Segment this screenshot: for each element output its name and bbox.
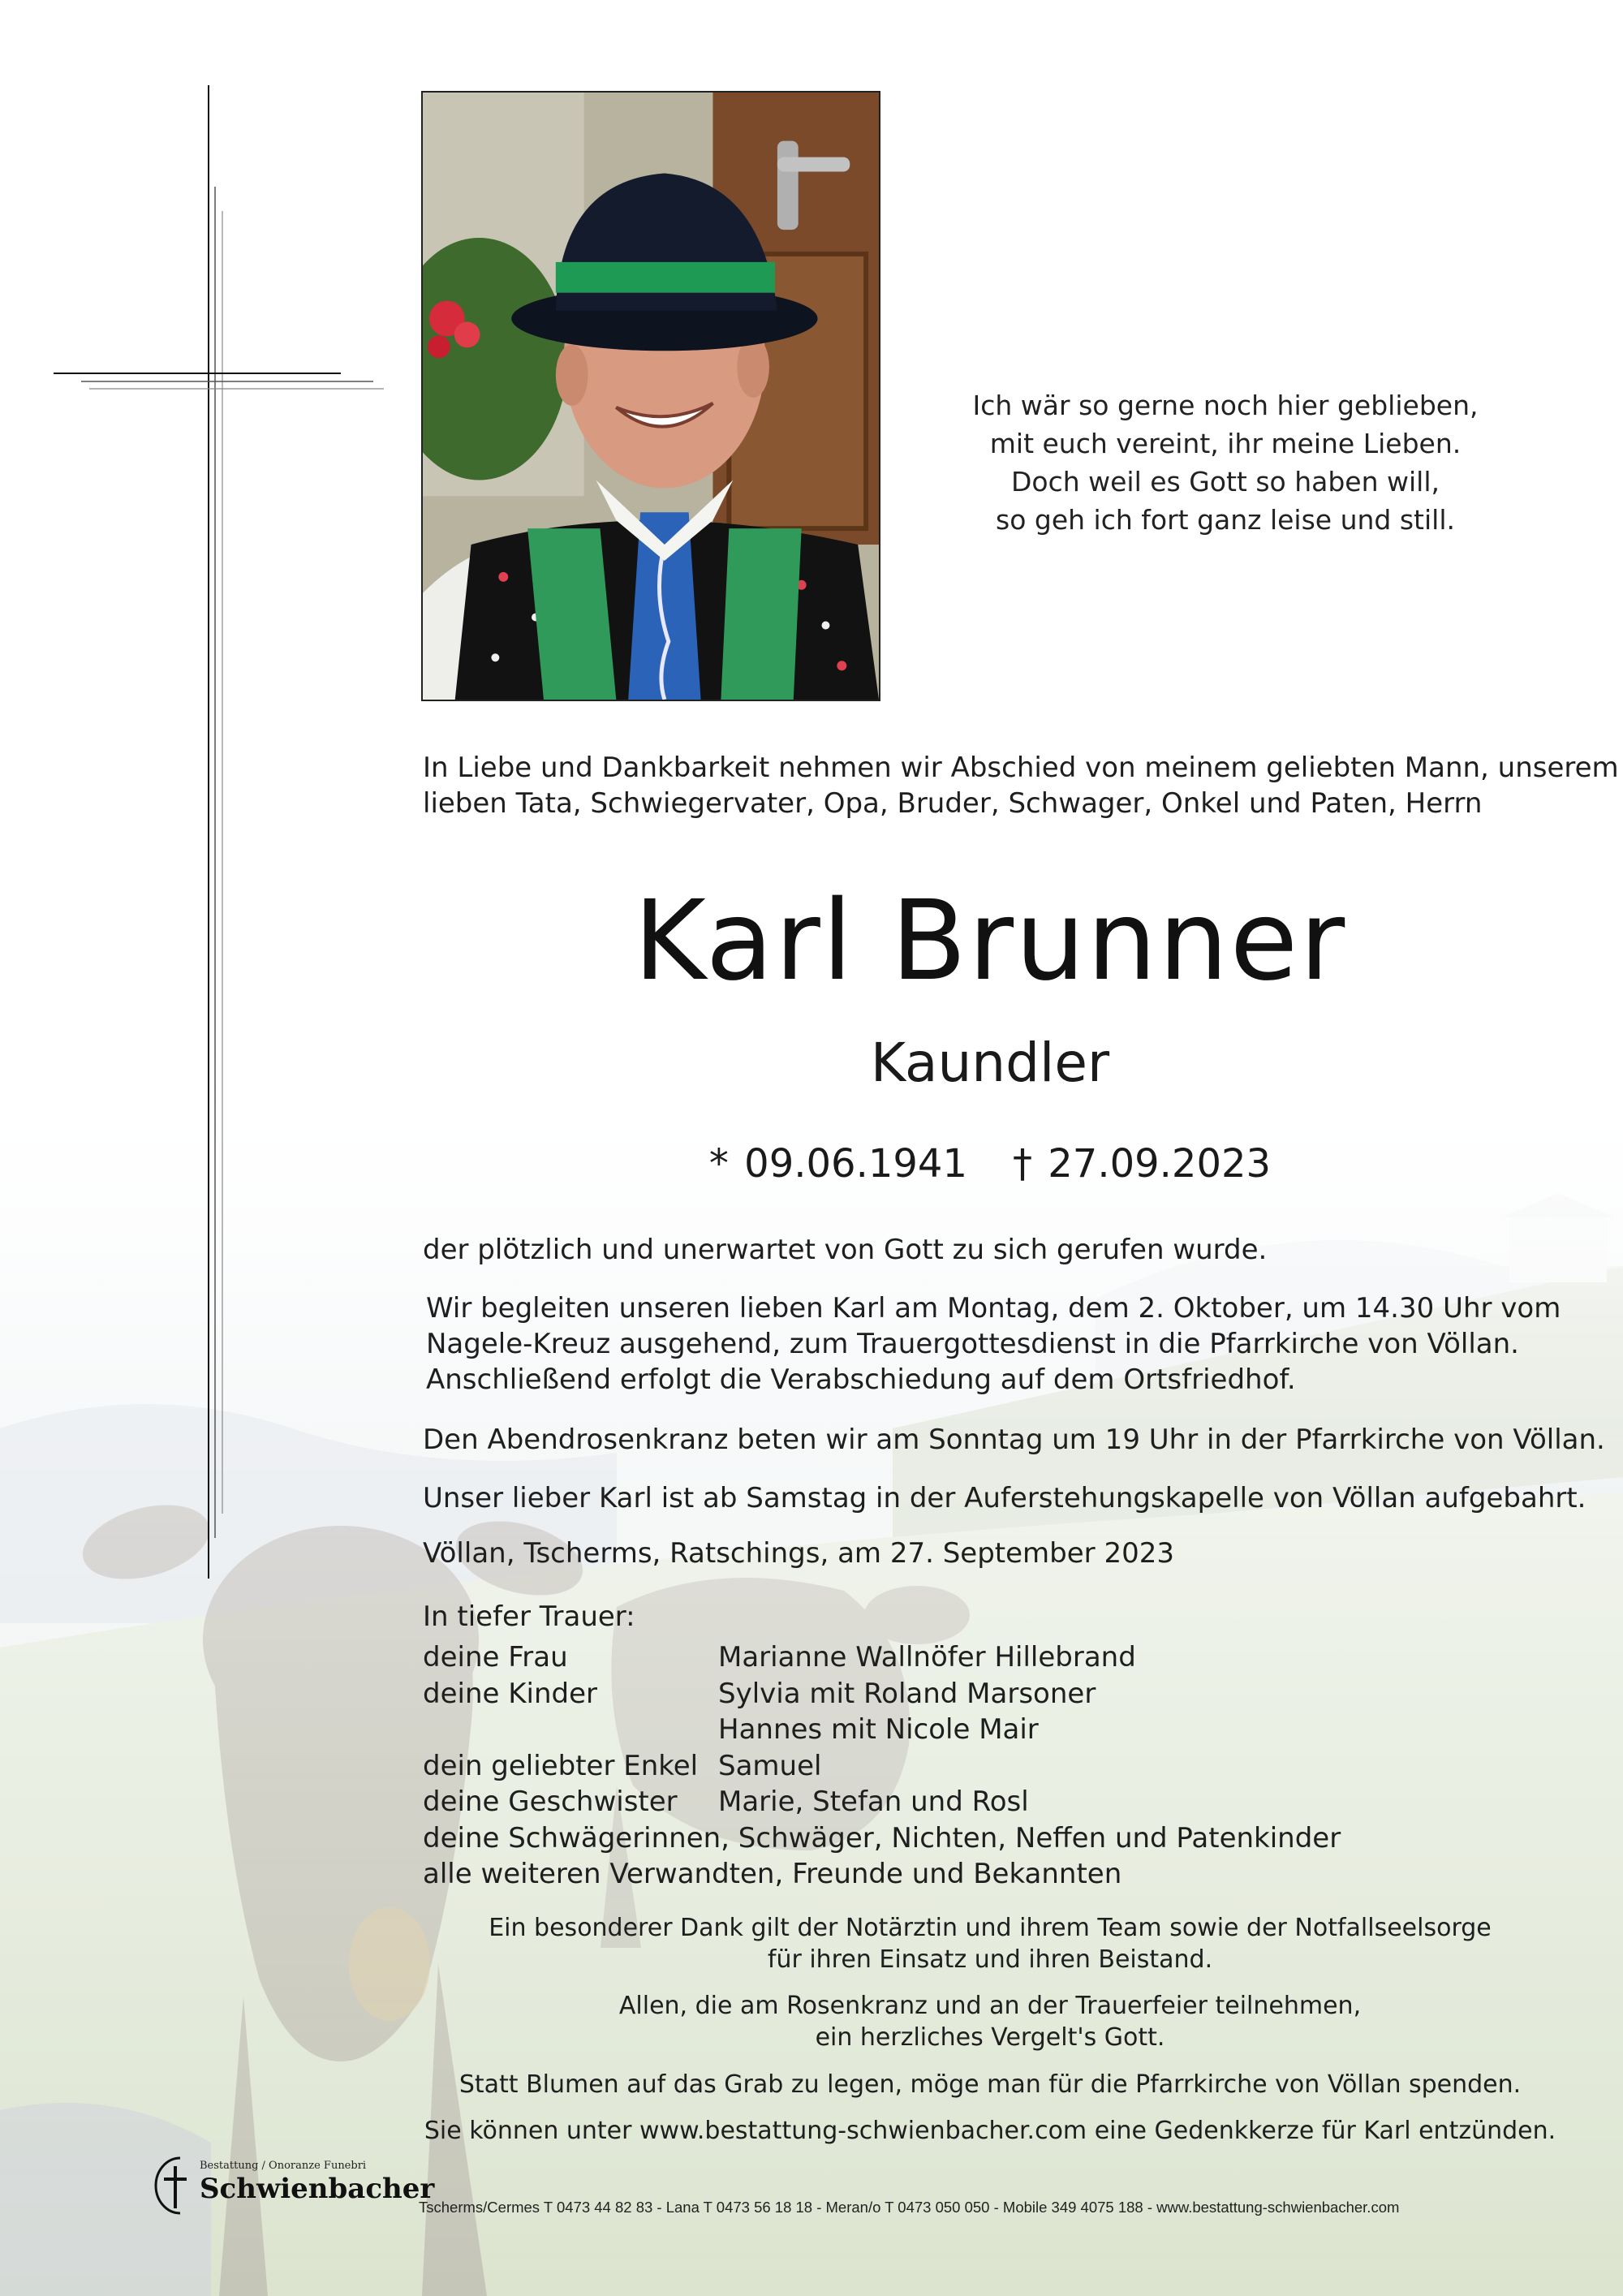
- deceased-name: Karl Brunner: [633, 877, 1347, 1006]
- logo-subtitle: Bestattung / Onoranze Funebri: [200, 2160, 367, 2172]
- footer-contacts: Tscherms/Cermes T 0473 44 82 83 - Lana T 0473 56 18 18 - Meran/o T 0473 050 050 - Mobile 349 4075 188 - www.bestattung-schwienbacher.com: [419, 2199, 1400, 2216]
- intro-line: lieben Tata, Schwiegervater, Opa, Bruder, Schwager, Onkel und Paten, Herrn: [423, 787, 1483, 820]
- cross-icon: [49, 85, 390, 1579]
- poem: [901, 386, 1550, 539]
- funeral-line: Wir begleiten unseren lieben Karl am Montag, dem 2. Oktober, um 14.30 Uhr vom: [426, 1292, 1561, 1325]
- logo-cross-icon: [153, 2155, 201, 2216]
- laid-out-info: Unser lieber Karl ist ab Samstag in der Auferstehungskapelle von Völlan aufgebahrt.: [423, 1482, 1586, 1514]
- intro-line: In Liebe und Dankbarkeit nehmen wir Abschied von meinem geliebten Mann, unserem: [423, 752, 1619, 784]
- mourner-names: Samuel: [718, 1749, 822, 1782]
- flowers-note: Statt Blumen auf das Grab zu legen, möge man für die Pfarrkirche von Völlan spenden.: [458, 2070, 1522, 2099]
- poem-line: Doch weil es Gott so haben will,: [1010, 466, 1440, 498]
- thanks-line: Ein besonderer Dank gilt der Notärztin und ihrem Team sowie der Notfallseelsorge: [489, 1914, 1492, 1942]
- life-dates: [422, 1139, 1558, 1189]
- thanks-line: Allen, die am Rosenkranz und an der Trauerfeier teilnehmen,: [618, 1992, 1362, 2020]
- deceased-nickname: Kaundler: [870, 1032, 1110, 1094]
- poem-line: Ich wär so gerne noch hier geblieben,: [972, 390, 1479, 421]
- intro-text: [423, 750, 1619, 821]
- mourner-relation: deine Geschwister: [423, 1786, 678, 1818]
- thanks-line: ein herzliches Vergelt's Gott.: [815, 2023, 1165, 2052]
- funeral-info: [426, 1290, 1561, 1398]
- called-text: der plötzlich und unerwartet von Gott zu sich gerufen wurde.: [423, 1234, 1268, 1266]
- mourner-relation: deine Frau: [423, 1641, 568, 1674]
- birth-date: * 09.06.1941: [708, 1141, 967, 1187]
- thanks-line: für ihren Einsatz und ihren Beistand.: [767, 1945, 1213, 1974]
- poem-line: mit euch vereint, ihr meine Lieben.: [989, 428, 1462, 459]
- thanks-team: [341, 1912, 1623, 1975]
- mourning-title: In tiefer Trauer:: [423, 1600, 635, 1633]
- mourner-names: Marie, Stefan und Rosl: [718, 1786, 1029, 1818]
- funeral-home-logo: [153, 2155, 435, 2220]
- death-date: † 27.09.2023: [1013, 1141, 1272, 1187]
- rosary-info: Den Abendrosenkranz beten wir am Sonntag um 19 Uhr in der Pfarrkirche von Völlan.: [423, 1424, 1605, 1456]
- mourner-names: Marianne Wallnöfer Hillebrand: [718, 1641, 1136, 1674]
- portrait-photo: [421, 91, 880, 701]
- thanks-all: [341, 1990, 1623, 2053]
- funeral-line: Nagele-Kreuz ausgehend, zum Trauergottesdienst in die Pfarrkirche von Völlan.: [426, 1328, 1519, 1360]
- poem-line: so geh ich fort ganz leise und still.: [996, 504, 1455, 536]
- logo-name: Schwienbacher: [200, 2173, 435, 2205]
- place-date: Völlan, Tscherms, Ratschings, am 27. September 2023: [423, 1537, 1174, 1570]
- mourner-names: Hannes mit Nicole Mair: [718, 1713, 1039, 1746]
- mourner-relation: alle weiteren Verwandten, Freunde und Bekannten: [423, 1858, 1122, 1890]
- mourner-names: Sylvia mit Roland Marsoner: [718, 1677, 1096, 1710]
- candle-note: Sie können unter www.bestattung-schwienbacher.com eine Gedenkkerze für Karl entzünden.: [424, 2117, 1556, 2145]
- mourner-relation: deine Schwägerinnen, Schwäger, Nichten, Neffen und Patenkinder: [423, 1821, 1341, 1854]
- mourner-relation: deine Kinder: [423, 1677, 597, 1710]
- mourner-relation: dein geliebter Enkel: [423, 1749, 699, 1782]
- funeral-line: Anschließend erfolgt die Verabschiedung auf dem Ortsfriedhof.: [426, 1363, 1296, 1396]
